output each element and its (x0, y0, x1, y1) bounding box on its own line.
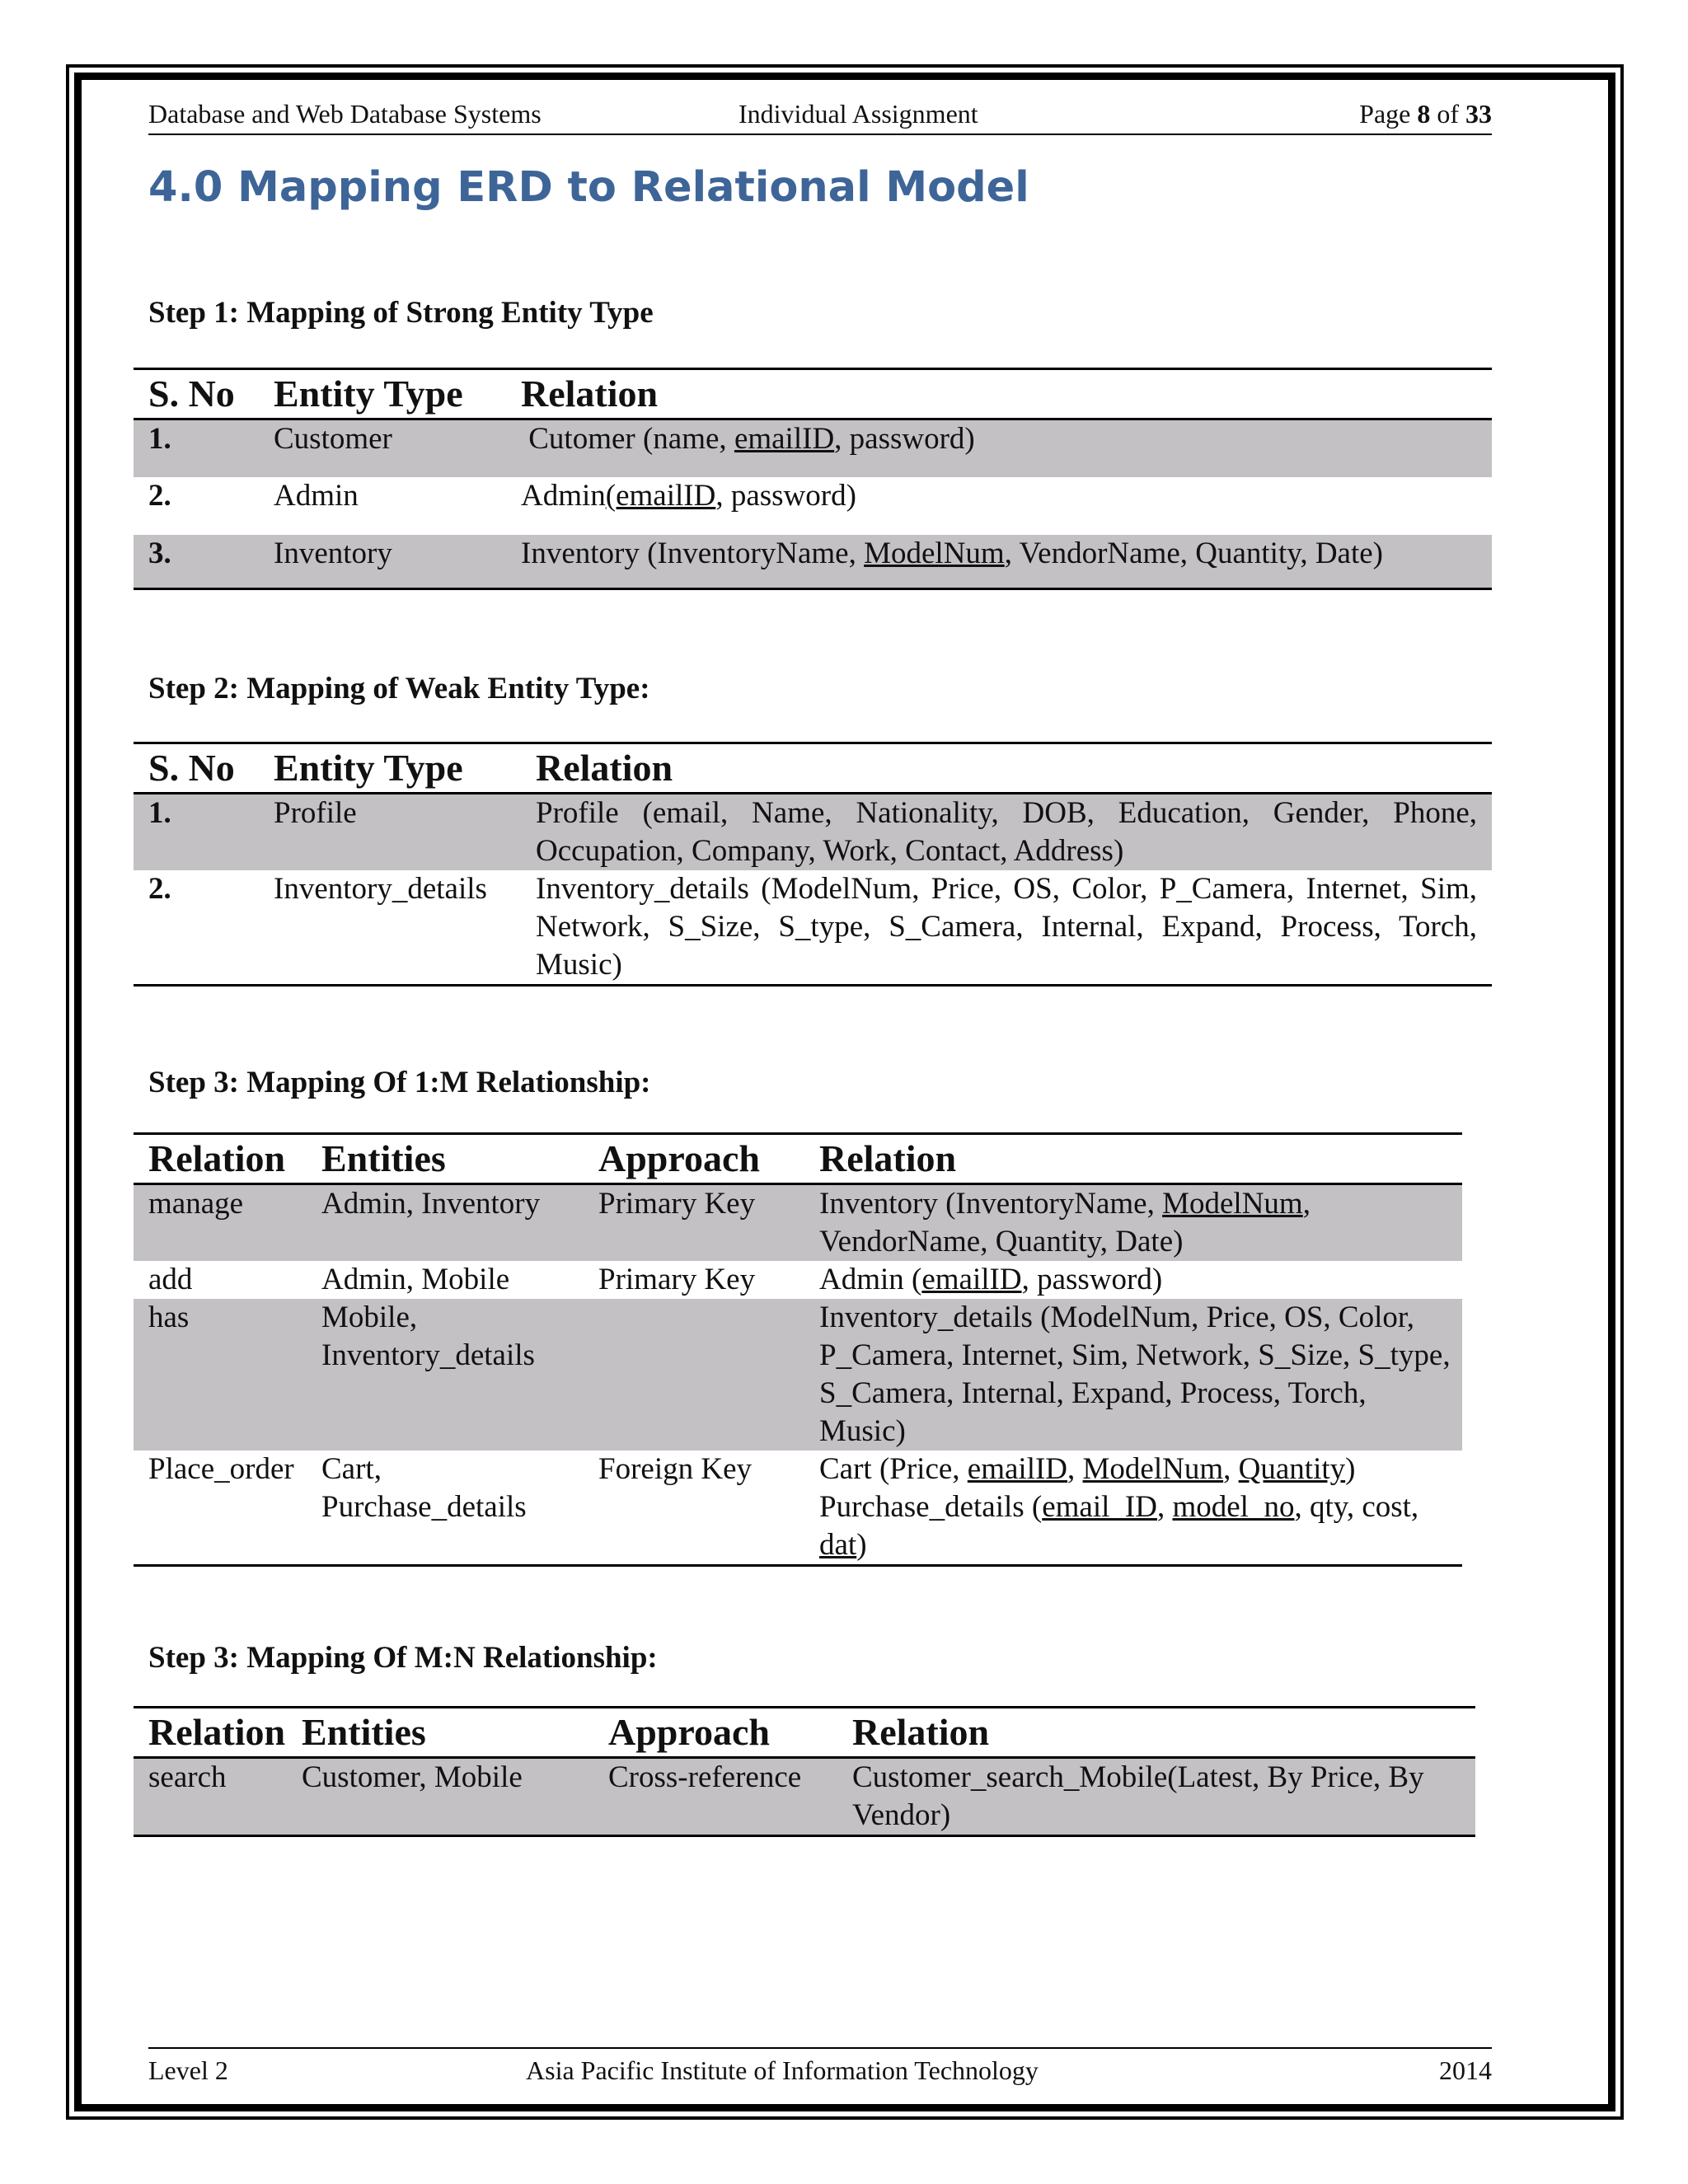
table-row: 2. Inventory_details Inventory_details (ModelNum, Price, OS, Color, P_Camera, Internet, Sim, Network, S_Size, S_type, S_Camera, Internal, Expand, Process, Torch, Music) (134, 870, 1492, 986)
table-header-row: Relation Entities Approach Relation (134, 1708, 1475, 1758)
step4-table (134, 1706, 1475, 1837)
table-row: search Customer, Mobile Cross-reference Customer_search_Mobile(Latest, By Price, By Vendor) (134, 1758, 1475, 1836)
table-row: Place_order Cart, Purchase_details Foreign Key Cart (Price, emailID, ModelNum, Quantity) Purchase_details (email_ID, model_no, qty, cost, dat) (134, 1451, 1462, 1566)
step4-heading: Step 3: Mapping Of M:N Relationship: (148, 1641, 658, 1675)
step3-heading: Step 3: Mapping Of 1:M Relationship: (148, 1066, 651, 1099)
header-page-number: Page 8 of 33 (1359, 99, 1492, 129)
table-row: add Admin, Mobile Primary Key Admin (emailID, password) (148, 1263, 1163, 1296)
step3-table (134, 1132, 1462, 1567)
table-row: 3. Inventory Inventory (InventoryName, ModelNum, VendorName, Quantity, Date) (134, 535, 1492, 589)
page-header (148, 99, 1492, 135)
section-title: 4.0 Mapping ERD to Relational Model (148, 163, 1029, 212)
col-relation: Relation (521, 369, 1492, 419)
step2-heading: Step 2: Mapping of Weak Entity Type: (148, 672, 650, 705)
table-row: manage Admin, Inventory Primary Key Inventory (InventoryName, ModelNum, VendorName, Quantity, Date) (134, 1184, 1462, 1262)
page-footer (148, 2047, 1492, 2087)
table-header-row (134, 369, 1492, 419)
table-header-row: Relation Entities Approach Relation (134, 1134, 1462, 1184)
table-header-row: S. No Entity Type Relation (134, 743, 1492, 794)
table-row: 1. Profile Profile (email, Name, Nationality, DOB, Education, Gender, Phone, Occupation, Company, Work, Contact, Address) (134, 794, 1492, 871)
step1-table (134, 368, 1492, 590)
col-entity-type: Entity Type (274, 369, 521, 419)
table-row: 1. Customer Cutomer (name, emailID, password) (134, 419, 1492, 477)
step2-table (134, 742, 1492, 987)
header-assignment: Individual Assignment (738, 99, 978, 129)
table-row: has Mobile, Inventory_details Inventory_details (ModelNum, Price, OS, Color, P_Camera, Internet, Sim, Network, S_Size, S_type, S_Camera, Internal, Expand, Process, Torch, Music) (134, 1299, 1462, 1451)
footer-institute: Asia Pacific Institute of Information Technology (526, 2055, 1039, 2085)
footer-year: 2014 (1439, 2055, 1492, 2085)
footer-level: Level 2 (148, 2055, 228, 2085)
header-course: Database and Web Database Systems (148, 99, 542, 129)
step1-heading: Step 1: Mapping of Strong Entity Type (148, 296, 654, 330)
col-sno: S. No (134, 369, 274, 419)
table-row: 2. Admin Admin(emailID, password) (148, 478, 856, 513)
